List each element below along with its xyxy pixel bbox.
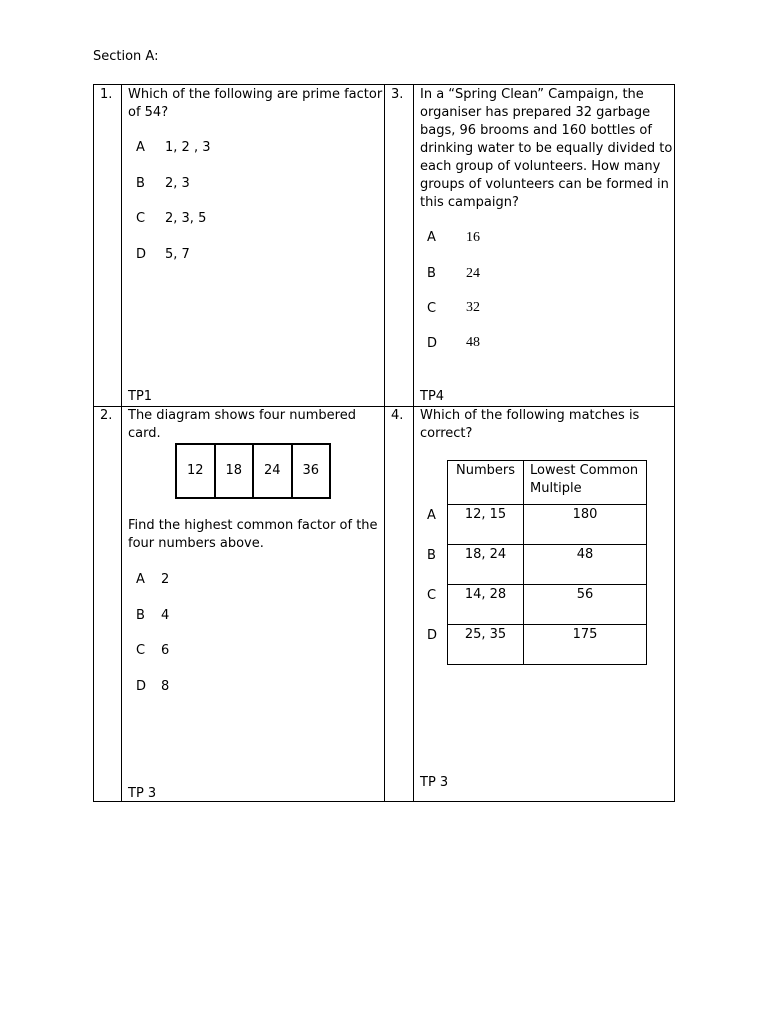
q2-number: 2. — [100, 408, 113, 423]
numbers-column-header: Numbers — [448, 461, 524, 505]
q3-option-a-letter: A — [427, 230, 436, 245]
q4-option-a-letter: A — [427, 508, 436, 523]
q3-option-b-letter: B — [427, 266, 436, 281]
q2-option-b-letter: B — [136, 608, 145, 623]
q3-text-line1: In a “Spring Clean” Campaign, the — [420, 87, 644, 102]
lcm-cell: 180 — [524, 505, 647, 545]
numbers-cell: 12, 15 — [448, 505, 524, 545]
section-title: Section A: — [93, 49, 159, 64]
q2-option-d-text: 8 — [161, 679, 170, 694]
q2-text-line1: The diagram shows four numbered — [128, 408, 356, 423]
lcm-column-header — [524, 461, 647, 505]
lcm-header-line1: Lowest Common — [530, 463, 639, 478]
q2-option-b-text: 4 — [161, 608, 170, 623]
lcm-cell: 175 — [524, 625, 647, 665]
q1-option-a-text: 1, 2 , 3 — [165, 140, 211, 155]
lcm-cell: 48 — [524, 545, 647, 585]
q2-option-c-text: 6 — [161, 643, 170, 658]
q2-option-a-letter: A — [136, 572, 145, 587]
q4-option-b-letter: B — [427, 548, 436, 563]
table-row — [448, 505, 647, 545]
q4-number-cell — [385, 407, 414, 802]
q3-option-a-text: 16 — [466, 230, 480, 245]
q3-text-line3: bags, 96 brooms and 160 bottles of — [420, 123, 652, 138]
number-card: 24 — [254, 445, 293, 497]
q2-text-line3: Find the highest common factor of the — [128, 518, 378, 533]
q3-tp-label: TP4 — [420, 389, 445, 404]
numbers-cell: 25, 35 — [448, 625, 524, 665]
q2-option-a-text: 2 — [161, 572, 170, 587]
q4-option-c-letter: C — [427, 588, 437, 603]
number-card: 12 — [177, 445, 216, 497]
q3-option-d-text: 48 — [466, 335, 480, 350]
q2-number-cell — [94, 407, 122, 802]
numbered-cards — [175, 443, 331, 499]
q4-text-line2: correct? — [420, 426, 473, 441]
lcm-table — [447, 460, 647, 665]
q1-option-c-text: 2, 3, 5 — [165, 211, 207, 226]
table-header-row — [448, 461, 647, 505]
question-grid — [93, 84, 675, 802]
q2-tp-label: TP 3 — [128, 786, 157, 801]
q3-option-b-text: 24 — [466, 266, 480, 281]
q3-text-line7: this campaign? — [420, 195, 519, 210]
q1-option-b-text: 2, 3 — [165, 176, 190, 191]
q1-option-a-letter: A — [136, 140, 145, 155]
q3-number: 3. — [391, 87, 404, 102]
q1-number: 1. — [100, 87, 113, 102]
number-card: 18 — [216, 445, 255, 497]
q3-number-cell — [385, 85, 414, 407]
q1-option-d-text: 5, 7 — [165, 247, 190, 262]
table-row — [448, 585, 647, 625]
table-row — [448, 625, 647, 665]
q3-text-line5: each group of volunteers. How many — [420, 159, 661, 174]
q2-text-line2: card. — [128, 426, 161, 441]
q2-option-c-letter: C — [136, 643, 146, 658]
q4-option-d-letter: D — [427, 628, 438, 643]
q3-text-line2: organiser has prepared 32 garbage — [420, 105, 651, 120]
q3-option-c-letter: C — [427, 301, 437, 316]
q1-text-line1: Which of the following are prime factor — [128, 87, 383, 102]
numbers-cell: 14, 28 — [448, 585, 524, 625]
q1-option-b-letter: B — [136, 176, 145, 191]
q4-text-line1: Which of the following matches is — [420, 408, 640, 423]
numbers-cell: 18, 24 — [448, 545, 524, 585]
q3-text-line6: groups of volunteers can be formed in — [420, 177, 669, 192]
q4-tp-label: TP 3 — [420, 775, 449, 790]
number-card: 36 — [302, 463, 320, 478]
q3-text-line4: drinking water to be equally divided to — [420, 141, 673, 156]
lcm-header-line2: Multiple — [530, 481, 582, 496]
q1-option-d-letter: D — [136, 247, 147, 262]
q3-option-d-letter: D — [427, 336, 438, 351]
lcm-cell: 56 — [524, 585, 647, 625]
q4-number: 4. — [391, 408, 404, 423]
q1-number-cell — [94, 85, 122, 407]
q1-content-cell — [122, 85, 385, 407]
q1-text-line2: of 54? — [128, 105, 169, 120]
q2-option-d-letter: D — [136, 679, 147, 694]
q2-text-line4: four numbers above. — [128, 536, 264, 551]
q1-option-c-letter: C — [136, 211, 146, 226]
q3-option-c-text: 32 — [466, 300, 480, 315]
q1-tp-label: TP1 — [128, 389, 153, 404]
table-row — [448, 545, 647, 585]
